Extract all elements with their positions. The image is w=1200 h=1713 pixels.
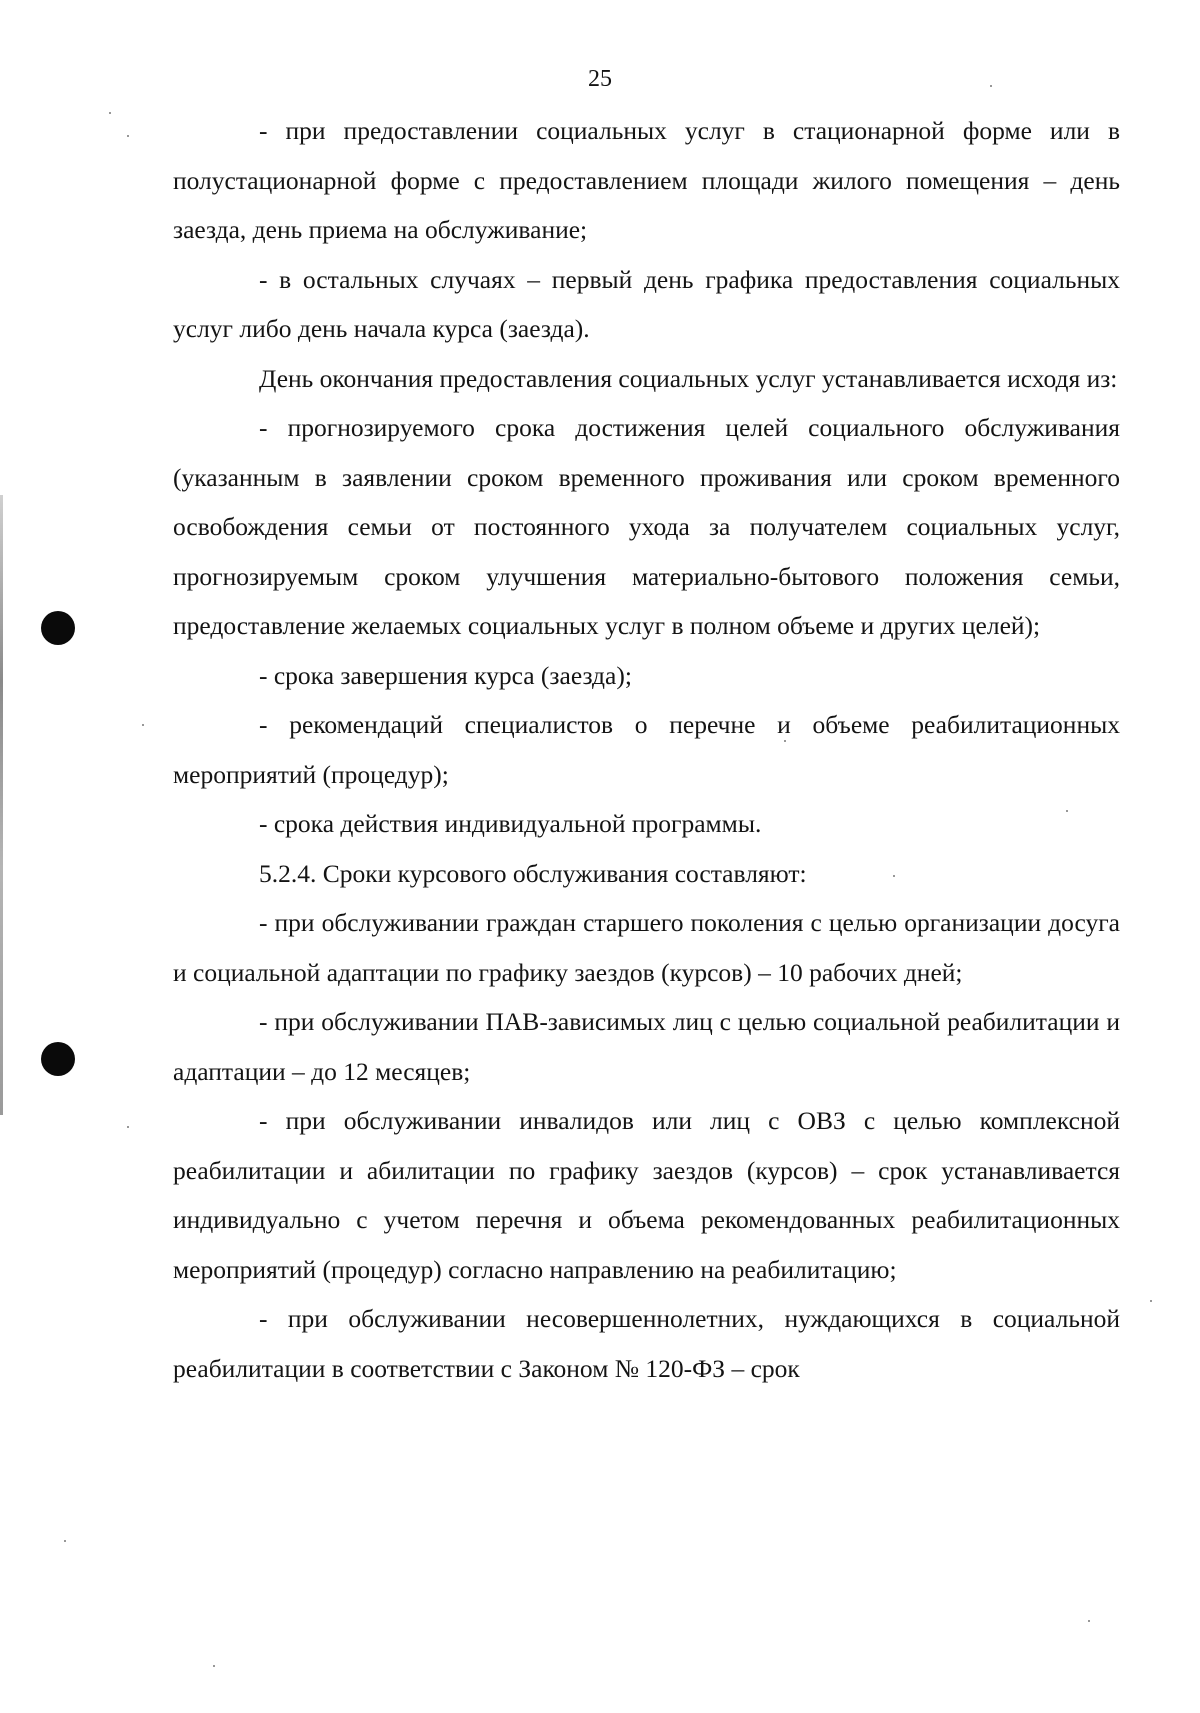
binder-hole-top xyxy=(41,611,75,645)
paragraph: - в остальных случаях – первый день графика предоставления социальных услуг либо день начала курса (заезда). xyxy=(173,264,1120,343)
scan-speck xyxy=(127,135,129,137)
paragraph: День окончания предоставления социальных услуг устанавливается исходя из: xyxy=(259,363,1118,393)
paragraph: - прогнозируемого срока достижения целей социального обслуживания (указанным в заявлении сроком временного проживания или сроком временного освобождения семьи от постоянного ухода за получателем социальных услуг, прогнозируемым сроком улучшения материально-бытового положения семьи, предоставление желаемых социальных услуг в полном объеме и других целей); xyxy=(173,413,1120,640)
paragraph: - при обслуживании несовершеннолетних, нуждающихся в социальной реабилитации в соответствии с Законом № 120-ФЗ – срок xyxy=(173,1304,1120,1383)
scan-speck xyxy=(213,1665,215,1667)
scan-speck xyxy=(127,1126,129,1128)
paragraph: - при предоставлении социальных услуг в стационарной форме или в полустационарной форме с предоставлением площади жилого помещения – день заезда, день приема на обслуживание; xyxy=(173,116,1120,244)
scan-speck xyxy=(1150,1300,1152,1302)
binder-hole-bottom xyxy=(41,1042,75,1076)
section-heading: 5.2.4. Сроки курсового обслуживания составляют: xyxy=(259,858,807,888)
scan-speck xyxy=(142,724,144,726)
paragraph: - при обслуживании ПАВ-зависимых лиц с целью социальной реабилитации и адаптации – до 12 месяцев; xyxy=(173,1007,1120,1086)
scan-speck xyxy=(64,1540,66,1542)
scan-speck xyxy=(1088,1620,1090,1622)
scan-speck xyxy=(109,112,111,114)
paragraph: - рекомендаций специалистов о перечне и объеме реабилитационных мероприятий (процедур); xyxy=(173,710,1120,789)
page-number: 25 xyxy=(588,66,612,92)
paragraph: - срока завершения курса (заезда); xyxy=(259,660,632,690)
paragraph: - при обслуживании граждан старшего поколения с целью организации досуга и социальной адаптации по графику заездов (курсов) – 10 рабочих дней; xyxy=(173,908,1120,987)
scan-edge-shadow xyxy=(0,495,3,1115)
document-body xyxy=(173,106,1120,1393)
paragraph: - срока действия индивидуальной программы. xyxy=(259,809,762,838)
paragraph: - при обслуживании инвалидов или лиц с ОВЗ с целью комплексной реабилитации и абилитации по графику заездов (курсов) – срок устанавливается индивидуально с учетом перечня и объема рекомендованных реабилитационных мероприятий (процедур) согласно направлению на реабилитацию; xyxy=(173,1106,1120,1284)
